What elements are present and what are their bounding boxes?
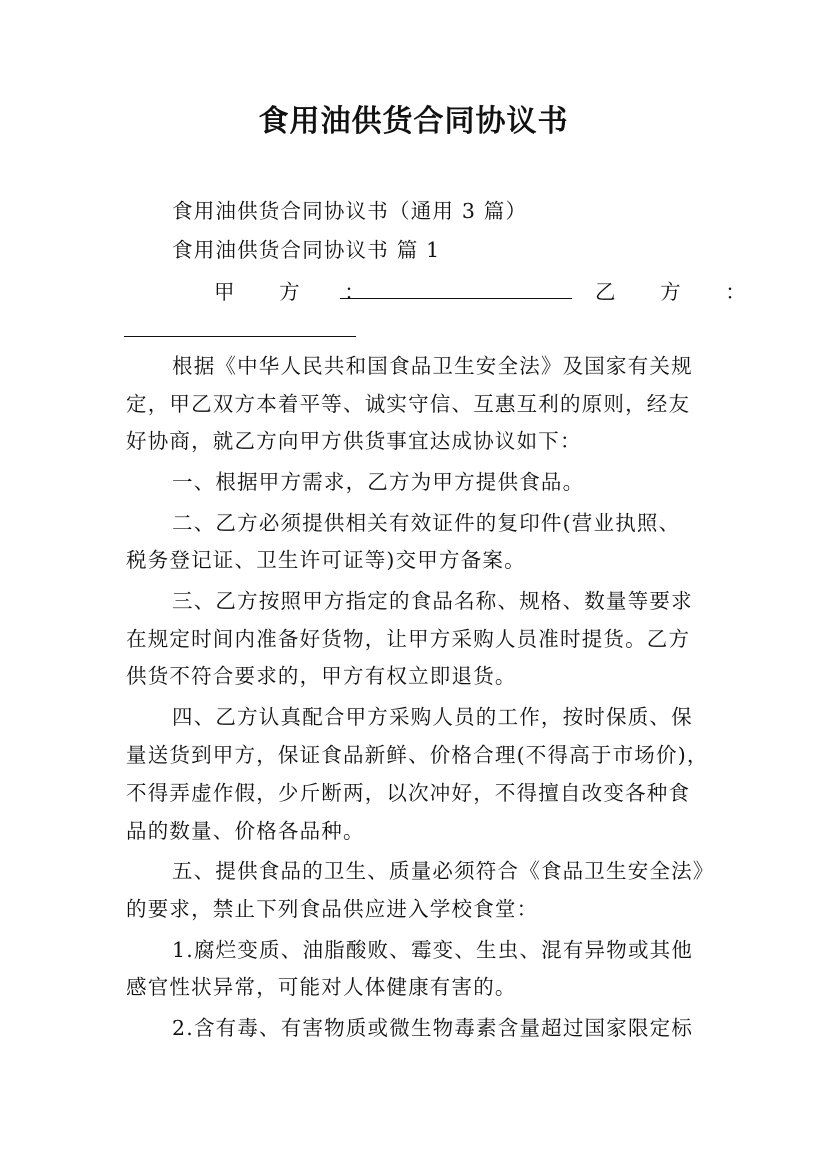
document-title: 食用油供货合同协议书: [258, 104, 569, 139]
subtitle: 食用油供货合同协议书（通用 3 篇）: [172, 199, 528, 223]
paragraph-line: 二、乙方必须提供相关有效证件的复印件(营业执照、: [172, 511, 681, 535]
party-a-blank: [340, 298, 572, 299]
paragraph-line: 2.含有毒、有害物质或微生物毒素含量超过国家限定标: [172, 1016, 694, 1040]
paragraph-line: 一、根据甲方需求，乙方为甲方提供食品。: [172, 470, 585, 494]
paragraph-line: 量送货到甲方，保证食品新鲜、价格合理(不得高于市场价)，: [126, 743, 709, 767]
paragraph-line: 四、乙方认真配合甲方采购人员的工作，按时保质、保: [172, 705, 693, 729]
paragraph-line: 的要求，禁止下列食品供应进入学校食堂：: [126, 897, 539, 921]
section-heading: 食用油供货合同协议书 篇 1: [172, 238, 441, 262]
paragraph-line: 在规定时间内准备好货物，让甲方采购人员准时提货。乙方: [126, 627, 691, 651]
paragraph-line: 供货不符合要求的，甲方有权立即退货。: [126, 664, 517, 688]
party-b-label: 乙 方 ：: [595, 280, 747, 304]
paragraph-line: 税务登记证、卫生许可证等)交甲方备案。: [126, 548, 526, 572]
paragraph-line: 1.腐烂变质、油脂酸败、霉变、生虫、混有异物或其他: [172, 938, 694, 962]
paragraph-line: 好协商，就乙方向甲方供货事宜达成协议如下：: [126, 429, 582, 453]
party-a-label: 甲 方 ：: [214, 280, 366, 304]
paragraph-line: 感官性状异常，可能对人体健康有害的。: [126, 975, 517, 999]
paragraph-line: 品的数量、价格各品种。: [126, 819, 365, 843]
paragraph-line: 不得弄虚作假，少斤断两，以次冲好，不得擅自改变各种食: [126, 781, 691, 805]
party-b-blank: [124, 336, 356, 337]
paragraph-line: 根据《中华人民共和国食品卫生安全法》及国家有关规: [172, 354, 693, 378]
paragraph-line: 五、提供食品的卫生、质量必须符合《食品卫生安全法》: [172, 859, 715, 883]
paragraph-line: 三、乙方按照甲方指定的食品名称、规格、数量等要求: [172, 589, 693, 613]
paragraph-line: 定，甲乙双方本着平等、诚实守信、互惠互利的原则，经友: [126, 392, 691, 416]
